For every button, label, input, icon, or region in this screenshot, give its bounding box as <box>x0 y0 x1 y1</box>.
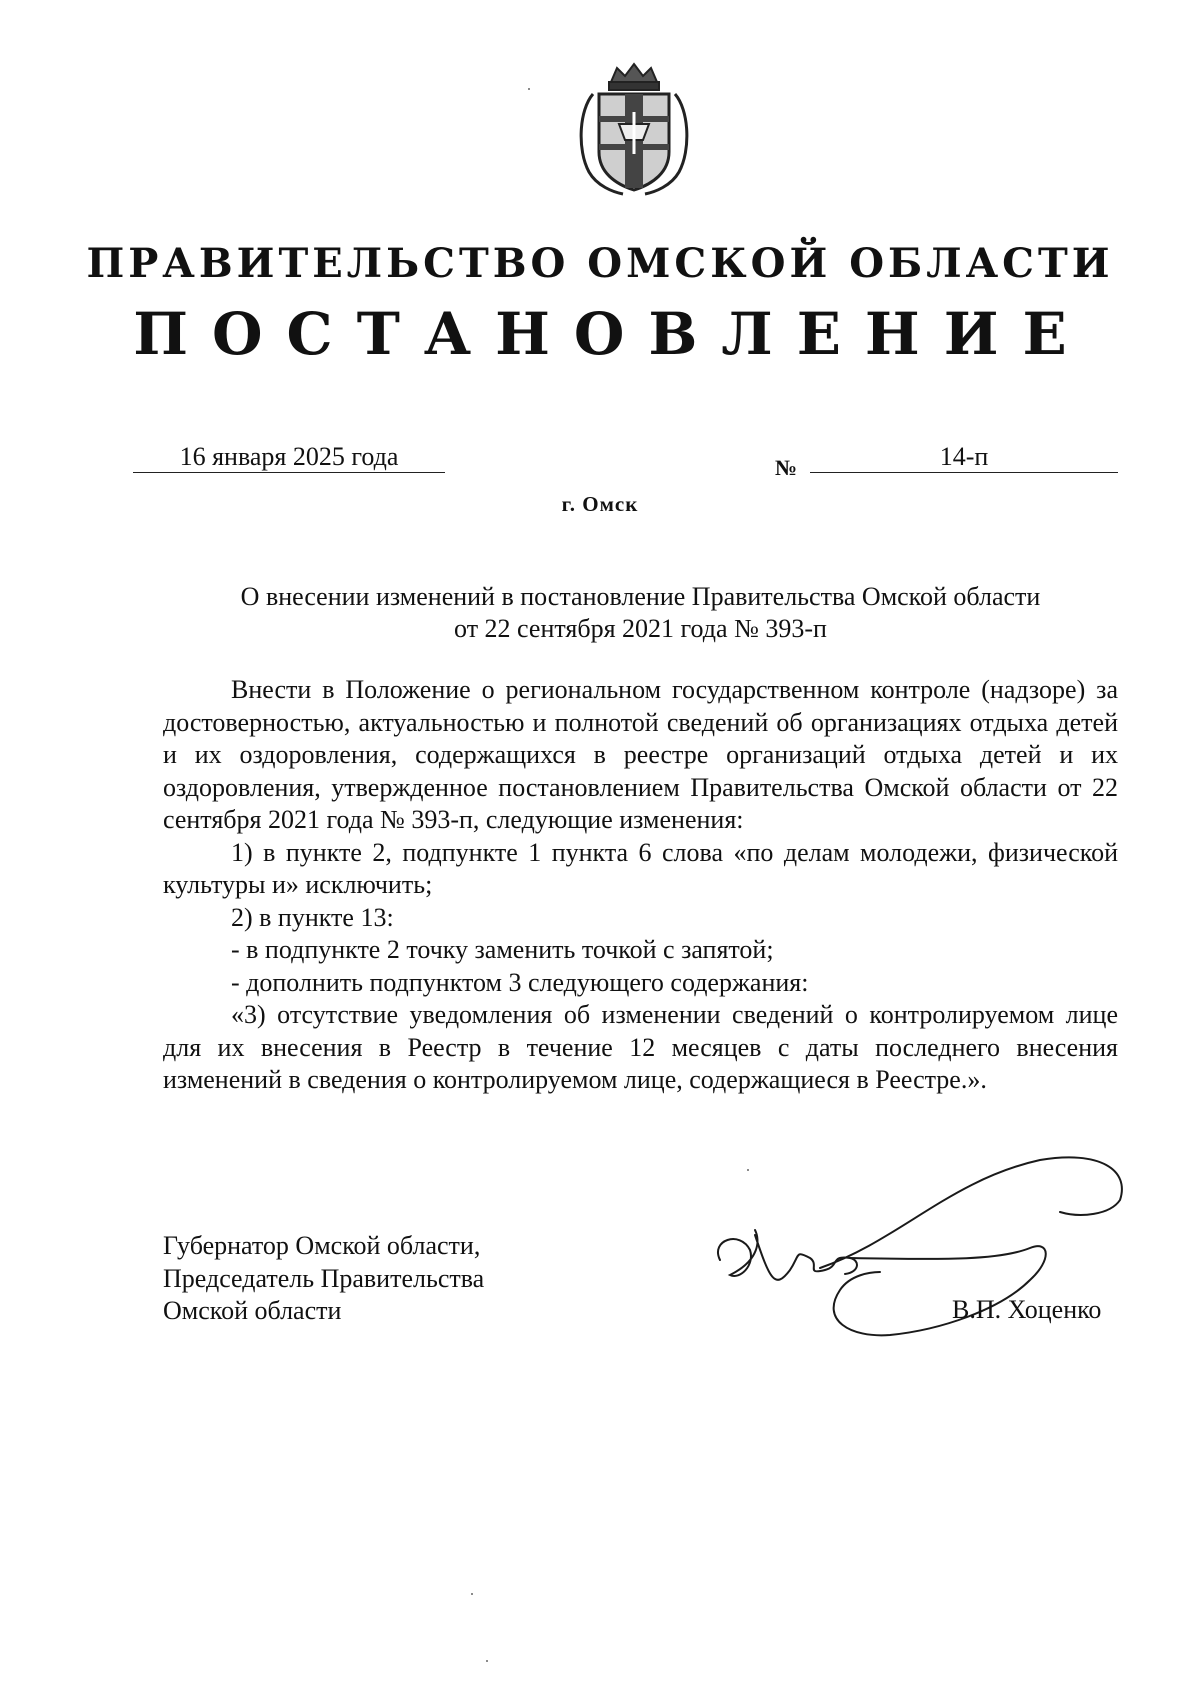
coat-of-arms-emblem <box>573 60 695 198</box>
document-title <box>163 581 1118 645</box>
signer-position-line: Омской области <box>163 1296 342 1325</box>
signer-position-line: Губернатор Омской области, <box>163 1231 481 1260</box>
handwritten-signature <box>700 1140 1140 1375</box>
document-type-heading: ПОСТАНОВЛЕНИЕ <box>133 300 1091 368</box>
document-date: 16 января 2025 года <box>133 442 445 473</box>
document-number: 14-п <box>810 442 1118 473</box>
organization-heading: ПРАВИТЕЛЬСТВО ОМСКОЙ ОБЛАСТИ <box>86 240 1114 287</box>
scan-speck <box>747 1169 749 1171</box>
scan-speck <box>471 1593 473 1595</box>
signer-position <box>163 1230 484 1328</box>
document-body <box>163 674 1118 1097</box>
title-line-1: О внесении изменений в постановление Правительства Омской области <box>240 582 1041 611</box>
city-label: г. Омск <box>561 492 639 516</box>
title-line-2: от 22 сентября 2021 года № 393-п <box>454 614 827 643</box>
body-paragraph: Внести в Положение о региональном государственном контроле (надзоре) за достоверностью, актуальностью и полнотой сведений об организациях отдыха детей и их оздоровления, содержащихся в реестре организаций отдыха детей и их оздоровления, утвержденное постановлением Правительства Омской области от 22 сентября 2021 года № 393-п, следующие изменения: <box>163 675 1118 834</box>
scan-speck <box>486 1660 488 1662</box>
body-paragraph: - в подпункте 2 точку заменить точкой с запятой; <box>231 935 774 964</box>
signer-name: В.П. Хоценко <box>952 1295 1102 1324</box>
body-paragraph: 2) в пункте 13: <box>231 902 394 932</box>
signer-position-line: Председатель Правительства <box>163 1263 485 1293</box>
body-paragraph: - дополнить подпунктом 3 следующего содержания: <box>231 967 809 997</box>
body-paragraph: «3) отсутствие уведомления об изменении сведений о контролируемом лице для их внесения в Реестр в течение 12 месяцев с даты последнего внесения изменений в сведения о контролируемом лице, содержащиеся в Реестре.». <box>163 1000 1118 1094</box>
scan-speck <box>528 88 530 90</box>
number-sign: № <box>775 455 798 480</box>
body-paragraph: 1) в пункте 2, подпункте 1 пункта 6 слова «по делам молодежи, физической культуры и» исключить; <box>163 837 1118 899</box>
